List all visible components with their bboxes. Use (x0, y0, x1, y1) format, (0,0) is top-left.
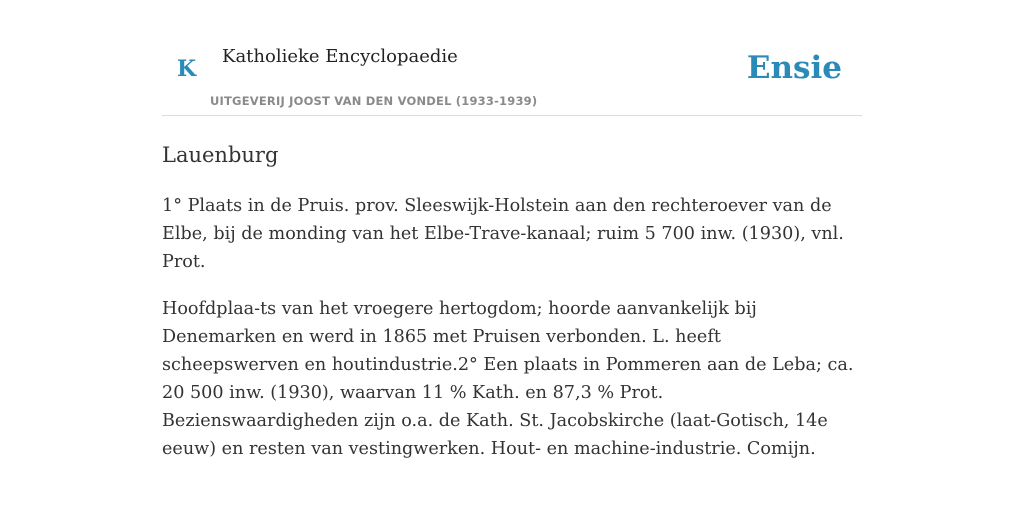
ensie-brand-link[interactable]: Ensie (746, 50, 842, 86)
encyclopedia-logo[interactable]: K (177, 56, 197, 82)
article-paragraph: Hoofdplaa-ts van het vroegere hertogdom; hoorde aanvankelijk bij Denemarken en werd in 1865 met Pruisen verbonden. L. heeft scheepswerven en houtindustrie.2° Een plaats in Pommeren aan de Leba; ca. 20 500 inw. (1930), waarvan 11 % Kath. en 87,3 % Prot. Bezienswaardigheden zijn o.a. de Kath. St. Jacobskirche (laat-Gotisch, 14e eeuw) en resten van vestingwerken. Hout- en machine-industrie. Comijn. (162, 299, 854, 459)
publisher-subtitle: UITGEVERIJ JOOST VAN DEN VONDEL (1933-1939) (210, 94, 538, 108)
article-paragraph: 1° Plaats in de Pruis. prov. Sleeswijk-Holstein aan den rechteroever van de Elbe, bij de monding van het Elbe-Trave-kanaal; ruim 5 700 inw. (1930), vnl. Prot. (162, 196, 844, 272)
article-title: Lauenburg (162, 143, 279, 167)
site-title[interactable]: Katholieke Encyclopaedie (222, 46, 458, 67)
site-header (162, 40, 862, 116)
page-container (162, 40, 862, 463)
